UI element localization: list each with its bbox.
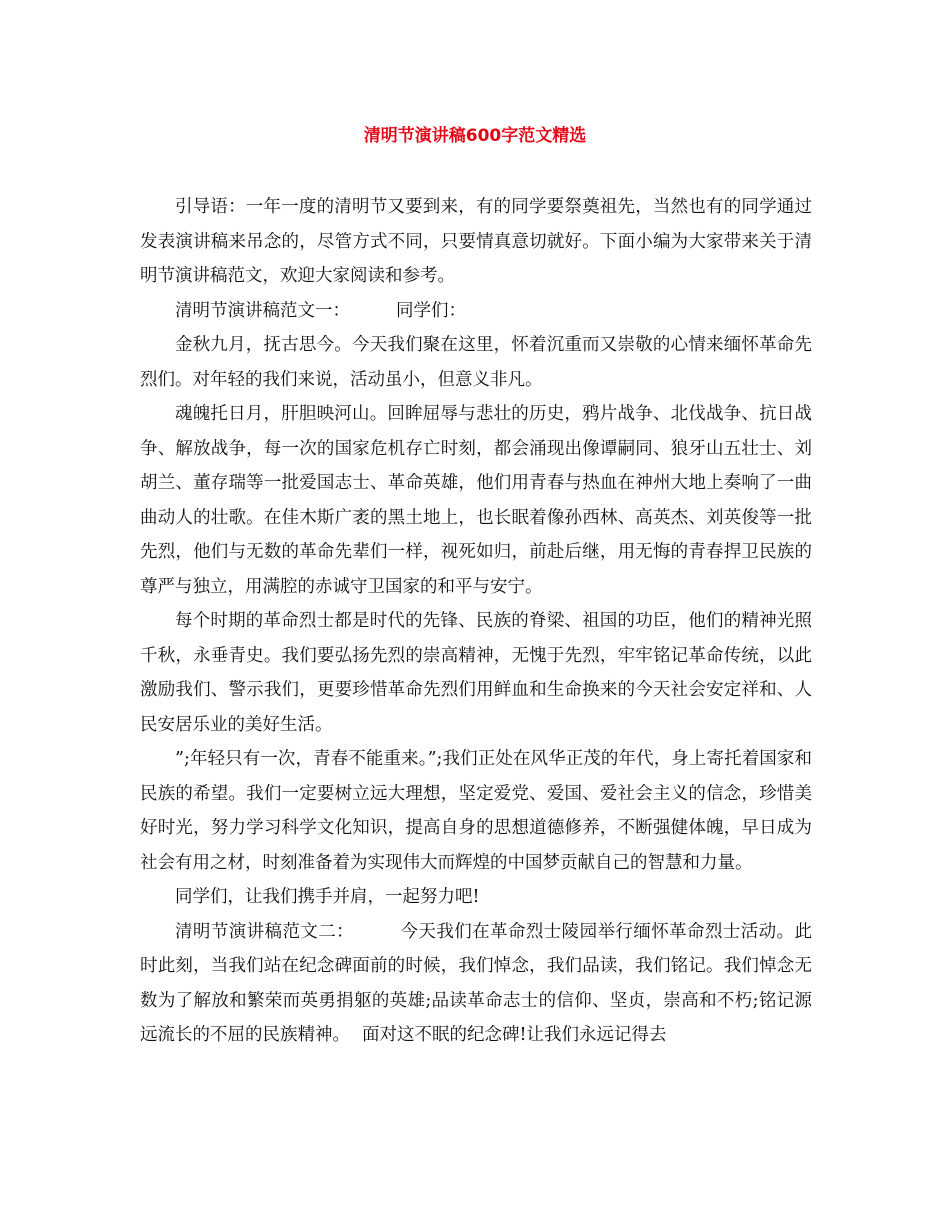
essay1-heading-line <box>140 294 812 329</box>
essay2-end: 面对这不眠的纪念碑!让我们永远记得去 <box>362 1025 667 1045</box>
paragraph-1: 金秋九月，抚古思今。今天我们聚在这里，怀着沉重而又崇敬的心情来缅怀革命先烈们。对年轻的我们来说，活动虽小，但意义非凡。 <box>140 335 812 390</box>
document-body <box>140 190 812 1053</box>
paragraph-4: ”;年轻只有一次，青春不能重来。”;我们正处在风华正茂的年代，身上寄托着国家和民族的希望。我们一定要树立远大理想，坚定爱党、爱国、爱社会主义的信念，珍惜美好时光，努力学习科学文化知识，提高自身的思想道德修养，不断强健体魄，早日成为社会有用之材，时刻准备着为实现伟大而辉煌的中国梦贡献自己的智慧和力量。 <box>140 749 812 873</box>
document-title: 清明节演讲稿600字范文精选 <box>363 126 587 146</box>
paragraph-5: 同学们，让我们携手并肩，一起努力吧! <box>175 887 480 907</box>
paragraph-3: 每个时期的革命烈士都是时代的先锋、民族的脊梁、祖国的功臣，他们的精神光照千秋，永垂青史。我们要弘扬先烈的崇高精神，无愧于先烈，牢牢铭记革命传统，以此激励我们、警示我们，更要珍惜革命先烈们用鲜血和生命换来的今天社会安定祥和、人民安居乐业的美好生活。 <box>140 611 812 735</box>
essay1-greeting: 同学们： <box>396 300 466 321</box>
intro-paragraph: 引导语：一年一度的清明节又要到来，有的同学要祭奠祖先，当然也有的同学通过发表演讲稿来吊念的，尽管方式不同，只要情真意切就好。下面小编为大家带来关于清明节演讲稿范文，欢迎大家阅读和参考。 <box>140 197 812 286</box>
paragraph-2: 魂魄托日月，肝胆映河山。回眸屈辱与悲壮的历史，鸦片战争、北伐战争、抗日战争、解放战争，每一次的国家危机存亡时刻，都会涌现出像谭嗣同、狼牙山五壮士、刘胡兰、董存瑞等一批爱国志士、革命英雄，他们用青春与热血在神州大地上奏响了一曲曲动人的壮歌。在佳木斯广袤的黑土地上，也长眠着像孙西林、高英杰、刘英俊等一批先烈，他们与无数的革命先辈们一样，视死如归，前赴后继，用无悔的青春捍卫民族的尊严与独立，用满腔的赤诚守卫国家的和平与安宁。 <box>140 404 812 597</box>
essay1-label: 清明节演讲稿范文一： <box>175 300 350 321</box>
essay2-label: 清明节演讲稿范文二： <box>175 921 355 942</box>
essay2-start: 今天我们在革命烈士陵园举行缅怀革命烈士活动。此时此刻，当我们站在纪念碑面前的时候，我们悼念，我们品读，我们铭记。我们悼念无数为了解放和繁荣而英勇捐躯的英雄;品读革命志士的信仰、坚贞，崇高和不朽;铭记源远流长的不屈的民族精神。 <box>140 921 813 1045</box>
essay2-paragraph <box>140 915 812 1053</box>
